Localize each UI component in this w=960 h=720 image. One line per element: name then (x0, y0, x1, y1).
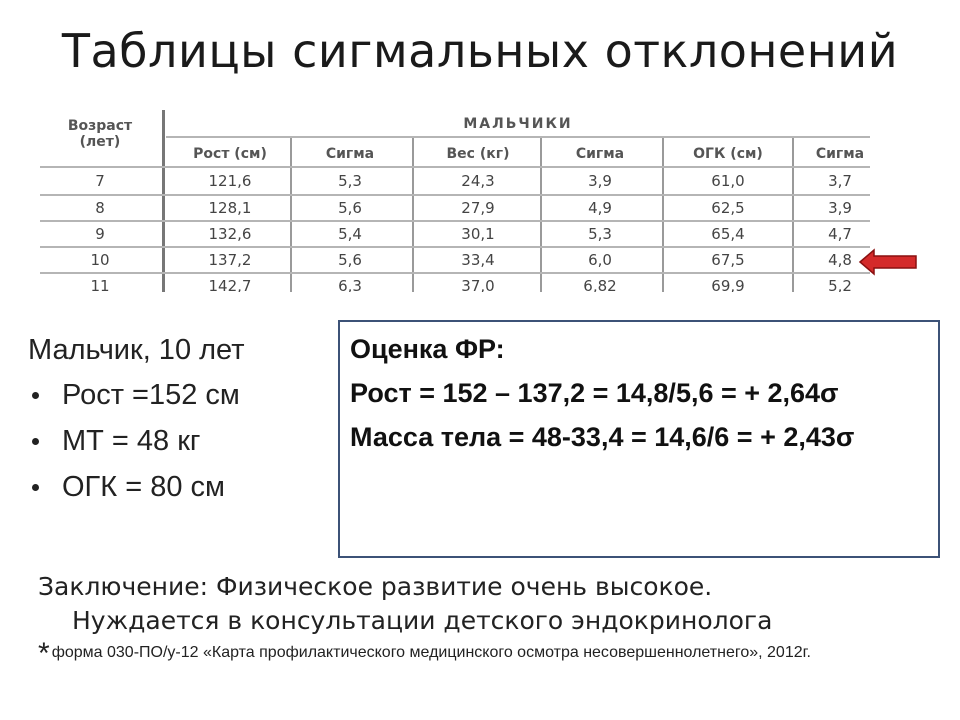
table-column-header: Рост (см) (193, 146, 267, 162)
table-cell: 132,6 (208, 225, 252, 243)
patient-list-item (28, 379, 328, 411)
patient-list-text: ОГК = 80 см (62, 471, 225, 503)
table-cell: 69,9 (711, 277, 745, 292)
footnote (38, 637, 918, 670)
table-column-header: ОГК (см) (693, 146, 763, 162)
table-rule (40, 272, 870, 274)
table-cell: 6,0 (588, 251, 612, 269)
table-cell: 37,0 (461, 277, 495, 292)
table-age-header-line: (лет) (79, 134, 121, 150)
slide-title: Таблицы сигмальных отклонений (61, 24, 899, 78)
table-cell-age: 8 (95, 199, 105, 217)
table-cell: 142,7 (208, 277, 252, 292)
sigma-table (40, 110, 870, 292)
conclusion-line-2: Нуждается в консультации детского эндокринолога (72, 606, 773, 635)
table-cell: 27,9 (461, 199, 495, 217)
table-cell: 24,3 (461, 172, 495, 190)
table-cell: 61,0 (711, 172, 745, 190)
table-cell: 3,9 (828, 199, 852, 217)
table-cell: 128,1 (208, 199, 252, 217)
table-cell: 4,7 (828, 225, 852, 243)
table-cell: 4,9 (588, 199, 612, 217)
table-column-header: Сигма (575, 146, 625, 162)
table-cell: 65,4 (711, 225, 745, 243)
table-cell: 5,2 (828, 277, 852, 292)
arrow-left-icon (858, 248, 918, 276)
table-cell: 137,2 (208, 251, 252, 269)
table-rule (40, 246, 870, 248)
table-rule (40, 220, 870, 222)
table-column-header: Сигма (815, 146, 865, 162)
table-group-header: МАЛЬЧИКИ (463, 116, 573, 132)
patient-info (28, 334, 328, 517)
bullet-icon (32, 438, 39, 445)
assessment-box (338, 320, 940, 558)
table-divider (162, 110, 165, 292)
table-cell: 5,3 (588, 225, 612, 243)
table-age-header-line: Возраст (67, 118, 133, 134)
table-cell: 3,7 (828, 172, 852, 190)
table-rule (166, 136, 870, 138)
footnote-star: * (38, 637, 50, 670)
footnote-text: форма 030-ПО/у-12 «Карта профилактического медицинского осмотра несовершеннолетнего», 2012г. (51, 644, 811, 661)
table-cell-age: 10 (90, 251, 110, 269)
table-divider (662, 136, 664, 292)
table-cell-age: 9 (95, 225, 105, 243)
table-cell-age: 7 (95, 172, 105, 190)
bullet-icon (32, 392, 39, 399)
table-cell: 30,1 (461, 225, 495, 243)
table-cell: 5,6 (338, 199, 362, 217)
table-cell: 5,3 (338, 172, 362, 190)
patient-lead: Мальчик, 10 лет (28, 334, 245, 366)
table-cell: 4,8 (828, 251, 852, 269)
table-cell-age: 11 (90, 277, 110, 292)
table-cell: 3,9 (588, 172, 612, 190)
table-rule (40, 194, 870, 196)
table-cell: 6,3 (338, 277, 362, 292)
assessment-weight: Масса тела = 48-33,4 = 14,6/6 = + 2,43σ (350, 422, 855, 452)
table-cell: 5,4 (338, 225, 362, 243)
table-cell: 6,82 (583, 277, 617, 292)
table-rule (40, 166, 870, 168)
patient-list-text: Рост =152 см (62, 379, 240, 411)
bullet-icon (32, 484, 39, 491)
table-cell: 33,4 (461, 251, 495, 269)
patient-list-text: МТ = 48 кг (62, 425, 201, 457)
table-divider (412, 136, 414, 292)
table-cell: 5,6 (338, 251, 362, 269)
table-cell: 121,6 (208, 172, 252, 190)
conclusion (38, 570, 938, 638)
assessment-height: Рост = 152 – 137,2 = 14,8/5,6 = + 2,64σ (350, 378, 839, 408)
assessment-heading: Оценка ФР: (350, 334, 505, 364)
patient-list-item (28, 471, 328, 503)
patient-list-item (28, 425, 328, 457)
conclusion-line-1: Заключение: Физическое развитие очень высокое. (38, 572, 713, 601)
patient-list (28, 379, 328, 503)
table-cell: 67,5 (711, 251, 745, 269)
table-cell: 62,5 (711, 199, 745, 217)
sigma-table-image (40, 110, 870, 292)
table-column-header: Сигма (325, 146, 375, 162)
table-column-header: Вес (кг) (446, 146, 510, 162)
table-age-header (40, 118, 160, 150)
